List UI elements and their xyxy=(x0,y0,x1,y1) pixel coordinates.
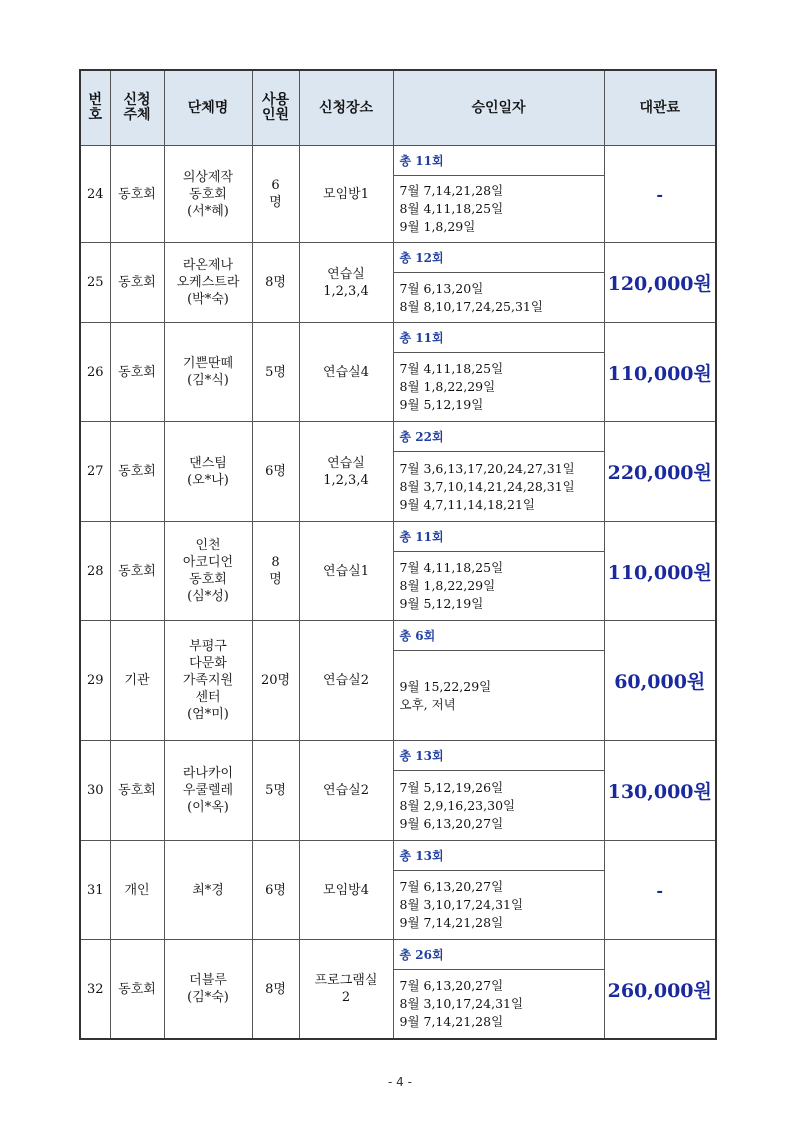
place: 연습실 1,2,3,4 xyxy=(299,422,393,522)
total-count: 총 6회 xyxy=(393,621,604,651)
row-number: 28 xyxy=(80,522,110,621)
header-group: 단체명 xyxy=(164,70,252,146)
page-number: - 4 - xyxy=(388,1075,412,1089)
group-name: 라나카이 우쿨렐레 (이*옥) xyxy=(164,741,252,841)
place: 연습실 1,2,3,4 xyxy=(299,243,393,323)
group-name: 기쁜딴떼 (김*식) xyxy=(164,323,252,422)
applicant-type: 동호회 xyxy=(110,940,164,1040)
rental-fee: 130,000원 xyxy=(604,741,716,841)
people-count: 8 명 xyxy=(252,522,299,621)
total-count: 총 11회 xyxy=(393,522,604,552)
applicant-type: 개인 xyxy=(110,841,164,940)
people-count: 8명 xyxy=(252,243,299,323)
table-row xyxy=(80,741,716,771)
approved-dates: 7월 5,12,19,26일 8월 2,9,16,23,30일 9월 6,13,20,27일 xyxy=(393,771,604,841)
place: 연습실2 xyxy=(299,741,393,841)
group-name: 라온제나 오케스트라 (박*숙) xyxy=(164,243,252,323)
row-number: 27 xyxy=(80,422,110,522)
rental-fee: 260,000원 xyxy=(604,940,716,1040)
total-count: 총 11회 xyxy=(393,323,604,353)
table-row xyxy=(80,422,716,452)
people-count: 20명 xyxy=(252,621,299,741)
people-count: 5명 xyxy=(252,741,299,841)
rental-fee: 110,000원 xyxy=(604,323,716,422)
row-number: 32 xyxy=(80,940,110,1040)
group-name: 댄스팀 (오*나) xyxy=(164,422,252,522)
table-row xyxy=(80,940,716,970)
applicant-type: 기관 xyxy=(110,621,164,741)
people-count: 5명 xyxy=(252,323,299,422)
rental-fee: - xyxy=(604,841,716,940)
approved-dates: 9월 15,22,29일 오후, 저녁 xyxy=(393,651,604,741)
place: 모임방1 xyxy=(299,146,393,243)
row-number: 31 xyxy=(80,841,110,940)
row-number: 29 xyxy=(80,621,110,741)
table-row xyxy=(80,522,716,552)
rental-fee: - xyxy=(604,146,716,243)
applicant-type: 동호회 xyxy=(110,243,164,323)
approved-dates: 7월 4,11,18,25일 8월 1,8,22,29일 9월 5,12,19일 xyxy=(393,353,604,422)
row-number: 25 xyxy=(80,243,110,323)
table-row xyxy=(80,841,716,871)
table-row xyxy=(80,621,716,651)
group-name: 최*경 xyxy=(164,841,252,940)
header-place: 신청장소 xyxy=(299,70,393,146)
total-count: 총 26회 xyxy=(393,940,604,970)
row-number: 24 xyxy=(80,146,110,243)
people-count: 6명 xyxy=(252,422,299,522)
header-no: 번 호 xyxy=(80,70,110,146)
people-count: 6 명 xyxy=(252,146,299,243)
header-applicant: 신청 주체 xyxy=(110,70,164,146)
applicant-type: 동호회 xyxy=(110,323,164,422)
header-fee: 대관료 xyxy=(604,70,716,146)
applicant-type: 동호회 xyxy=(110,741,164,841)
group-name: 인천 아코디언 동호회 (심*성) xyxy=(164,522,252,621)
rental-fee: 220,000원 xyxy=(604,422,716,522)
header-dates: 승인일자 xyxy=(393,70,604,146)
rental-fee: 110,000원 xyxy=(604,522,716,621)
people-count: 8명 xyxy=(252,940,299,1040)
total-count: 총 13회 xyxy=(393,841,604,871)
applicant-type: 동호회 xyxy=(110,522,164,621)
header-people: 사용 인원 xyxy=(252,70,299,146)
table-row xyxy=(80,146,716,176)
applicant-type: 동호회 xyxy=(110,422,164,522)
total-count: 총 22회 xyxy=(393,422,604,452)
place: 프로그램실 2 xyxy=(299,940,393,1040)
approved-dates: 7월 6,13,20,27일 8월 3,10,17,24,31일 9월 7,14,21,28일 xyxy=(393,970,604,1040)
people-count: 6명 xyxy=(252,841,299,940)
group-name: 부평구 다문화 가족지원 센터 (엄*미) xyxy=(164,621,252,741)
row-number: 26 xyxy=(80,323,110,422)
place: 모임방4 xyxy=(299,841,393,940)
approved-dates: 7월 6,13,20일 8월 8,10,17,24,25,31일 xyxy=(393,273,604,323)
rental-approval-table xyxy=(79,69,717,1040)
place: 연습실1 xyxy=(299,522,393,621)
rental-fee: 120,000원 xyxy=(604,243,716,323)
total-count: 총 13회 xyxy=(393,741,604,771)
header-row xyxy=(80,70,716,146)
approved-dates: 7월 7,14,21,28일 8월 4,11,18,25일 9월 1,8,29일 xyxy=(393,176,604,243)
approved-dates: 7월 4,11,18,25일 8월 1,8,22,29일 9월 5,12,19일 xyxy=(393,552,604,621)
approved-dates: 7월 3,6,13,17,20,24,27,31일 8월 3,7,10,14,21,24,28,31일 9월 4,7,11,14,18,21일 xyxy=(393,452,604,522)
total-count: 총 11회 xyxy=(393,146,604,176)
applicant-type: 동호회 xyxy=(110,146,164,243)
total-count: 총 12회 xyxy=(393,243,604,273)
table-row xyxy=(80,323,716,353)
row-number: 30 xyxy=(80,741,110,841)
place: 연습실4 xyxy=(299,323,393,422)
place: 연습실2 xyxy=(299,621,393,741)
rental-fee: 60,000원 xyxy=(604,621,716,741)
group-name: 더블루 (김*숙) xyxy=(164,940,252,1040)
group-name: 의상제작 동호회 (서*혜) xyxy=(164,146,252,243)
table-row xyxy=(80,243,716,273)
approved-dates: 7월 6,13,20,27일 8월 3,10,17,24,31일 9월 7,14,21,28일 xyxy=(393,871,604,940)
